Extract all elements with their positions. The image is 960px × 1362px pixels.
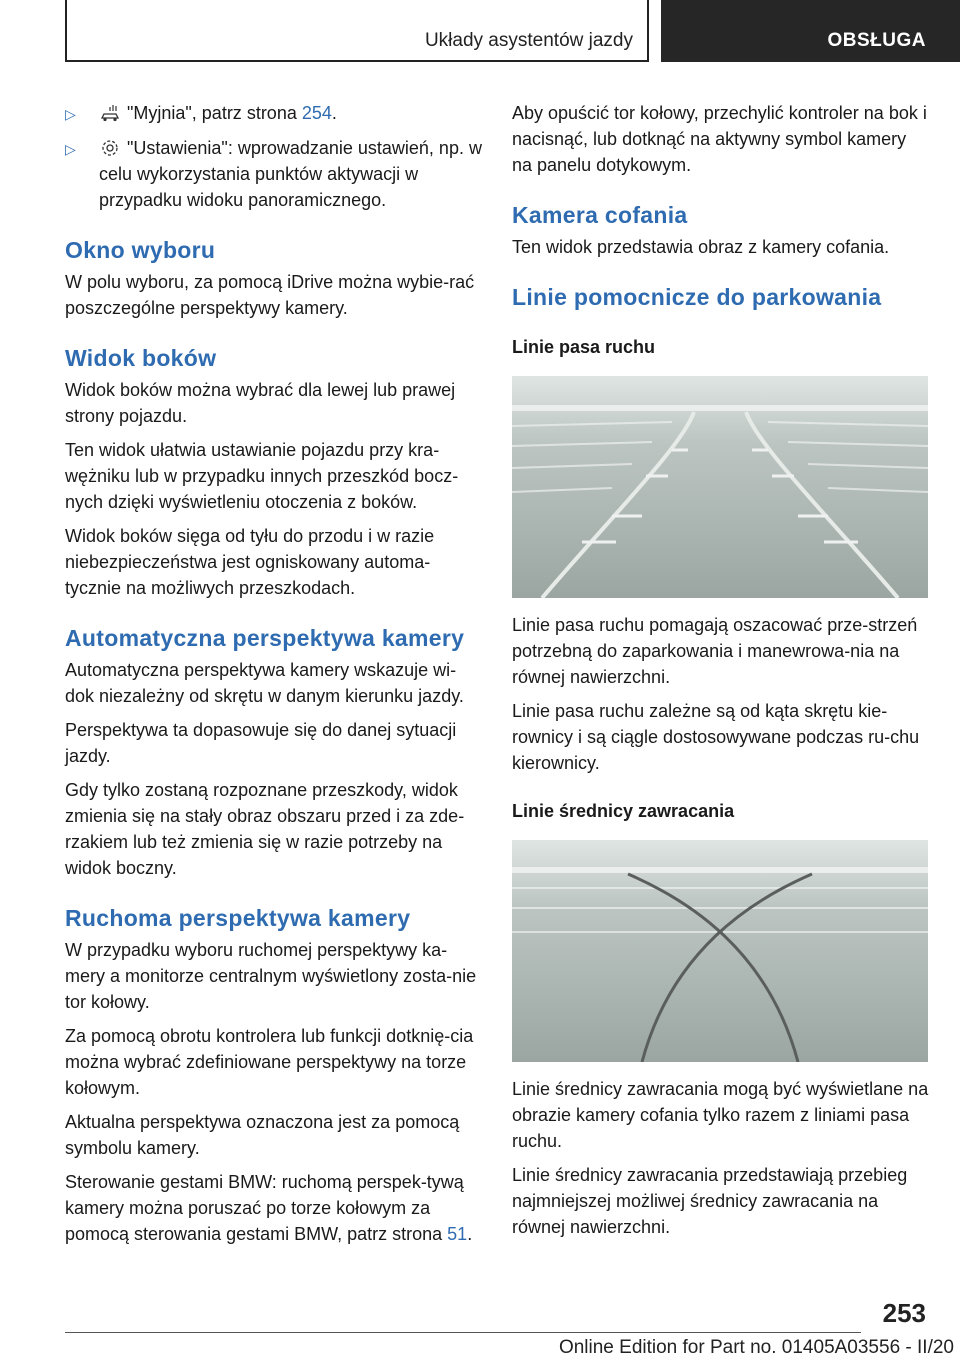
paragraph: Aby opuścić tor kołowy, przechylić kontroler na bok i nacisnąć, lub dotknąć na aktywny symbol kamery na panelu dotykowym. (512, 103, 927, 175)
heading-automatyczna-perspektywa: Automatyczna perspektywa kamery (65, 625, 465, 651)
paragraph: W polu wyboru, za pomocą iDrive można wybie-rać poszczególne perspektywy kamery. (65, 272, 475, 318)
paragraph: W przypadku wyboru ruchomej perspektywy ka-mery a monitorze centralnym wyświetlony zosta-nie tor kołowy. (65, 940, 477, 1012)
paragraph: Aktualna perspektywa oznaczona jest za pomocą symbolu kamery. (65, 1112, 460, 1158)
paragraph: Ten widok przedstawia obraz z kamery cofania. (512, 237, 890, 257)
paragraph: Linie pasa ruchu zależne są od kąta skrętu kie-rownicy i są ciągle dostosowywane podczas ru-chu kierownicy. (512, 701, 920, 773)
page-link-254[interactable]: 254 (301, 103, 332, 123)
paragraph: Ten widok ułatwia ustawianie pojazdu przy kra-wężniku lub w przypadku innych przeszkód bocz-nych dzięki wyświetleniu otoczenia z boków. (65, 440, 459, 512)
bullet-car-wash-text: "Myjnia", patrz strona (127, 103, 302, 123)
page-number: 253 (882, 1298, 926, 1328)
paragraph: Automatyczna perspektywa kamery wskazuje wi-dok niezależny od skrętu w danym kierunku jazdy. (65, 660, 464, 706)
paragraph-gesture-control: Sterowanie gestami BMW: ruchomą perspek-tywą kamery można poruszać po torze kołowym za pomocą sterowania gestami BMW, patrz strona 51. (65, 1172, 473, 1244)
bullet-settings (65, 135, 483, 213)
footer-divider (65, 1332, 861, 1333)
paragraph: Za pomocą obrotu kontrolera lub funkcji dotknię-cia można wybrać zdefiniowane perspektywy na torze kołowym. (65, 1026, 474, 1098)
heading-widok-bokow: Widok boków (65, 345, 217, 371)
triangle-bullet-icon: ▷ (65, 106, 76, 122)
car-wash-icon (99, 103, 121, 123)
footer-edition: Online Edition for Part no. 01405A03556 - II/20 (558, 1337, 954, 1358)
paragraph: Widok boków można wybrać dla lewej lub prawej strony pojazdu. (65, 380, 456, 426)
paragraph: Gdy tylko zostaną rozpoznane przeszkody, widok zmienia się na stały obraz obszaru przed i za zde-rzakiem lub też zmienia się w razie potrzeby na widok boczny. (65, 780, 465, 878)
header-section-title: Układy asystentów jazdy (424, 30, 633, 51)
paragraph: Linie średnicy zawracania przedstawiają przebieg najmniejszej możliwej średnicy zawracania na równej nawierzchni. (512, 1165, 908, 1237)
heading-ruchoma-perspektywa: Ruchoma perspektywa kamery (65, 905, 411, 931)
heading-linie-pomocnicze: Linie pomocnicze do parkowania (512, 284, 882, 310)
page-link-51[interactable]: 51 (447, 1224, 468, 1244)
subheading-linie-srednicy: Linie średnicy zawracania (512, 801, 735, 821)
gear-icon (99, 138, 121, 158)
heading-okno-wyboru: Okno wyboru (65, 237, 216, 263)
paragraph: Linie pasa ruchu pomagają oszacować prze-strzeń potrzebną do zaparkowania i manewrowa-nia na równej nawierzchni. (512, 615, 918, 687)
turning-circle-lines-image (512, 840, 928, 1062)
subheading-linie-pasa-ruchu: Linie pasa ruchu (512, 337, 656, 357)
paragraph: Linie średnicy zawracania mogą być wyświetlane na obrazie kamery cofania tylko razem z liniami pasa ruchu. (512, 1079, 929, 1151)
paragraph: Perspektywa ta dopasowuje się do danej sytuacji jazdy. (65, 720, 457, 766)
bullet-settings-text: "Ustawienia": wprowadzanie ustawień, np. w celu wykorzystania punktów aktywacji w przypadku widoku panoramicznego. (99, 138, 482, 210)
header-chapter-tab (661, 0, 960, 62)
lane-lines-image (512, 376, 928, 598)
left-column (65, 100, 483, 1255)
triangle-bullet-icon: ▷ (65, 141, 76, 157)
paragraph: Widok boków sięga od tyłu do przodu i w razie niebezpieczeństwa jest ogniskowany automa-tycznie na możliwych przeszkodach. (65, 526, 435, 598)
heading-kamera-cofania: Kamera cofania (512, 202, 688, 228)
right-column (512, 100, 930, 1248)
header-left-box (65, 0, 649, 62)
header-chapter-title: OBSŁUGA (827, 30, 926, 51)
bullet-car-wash: ▷ "Myjnia", patrz strona 254. (65, 100, 483, 127)
